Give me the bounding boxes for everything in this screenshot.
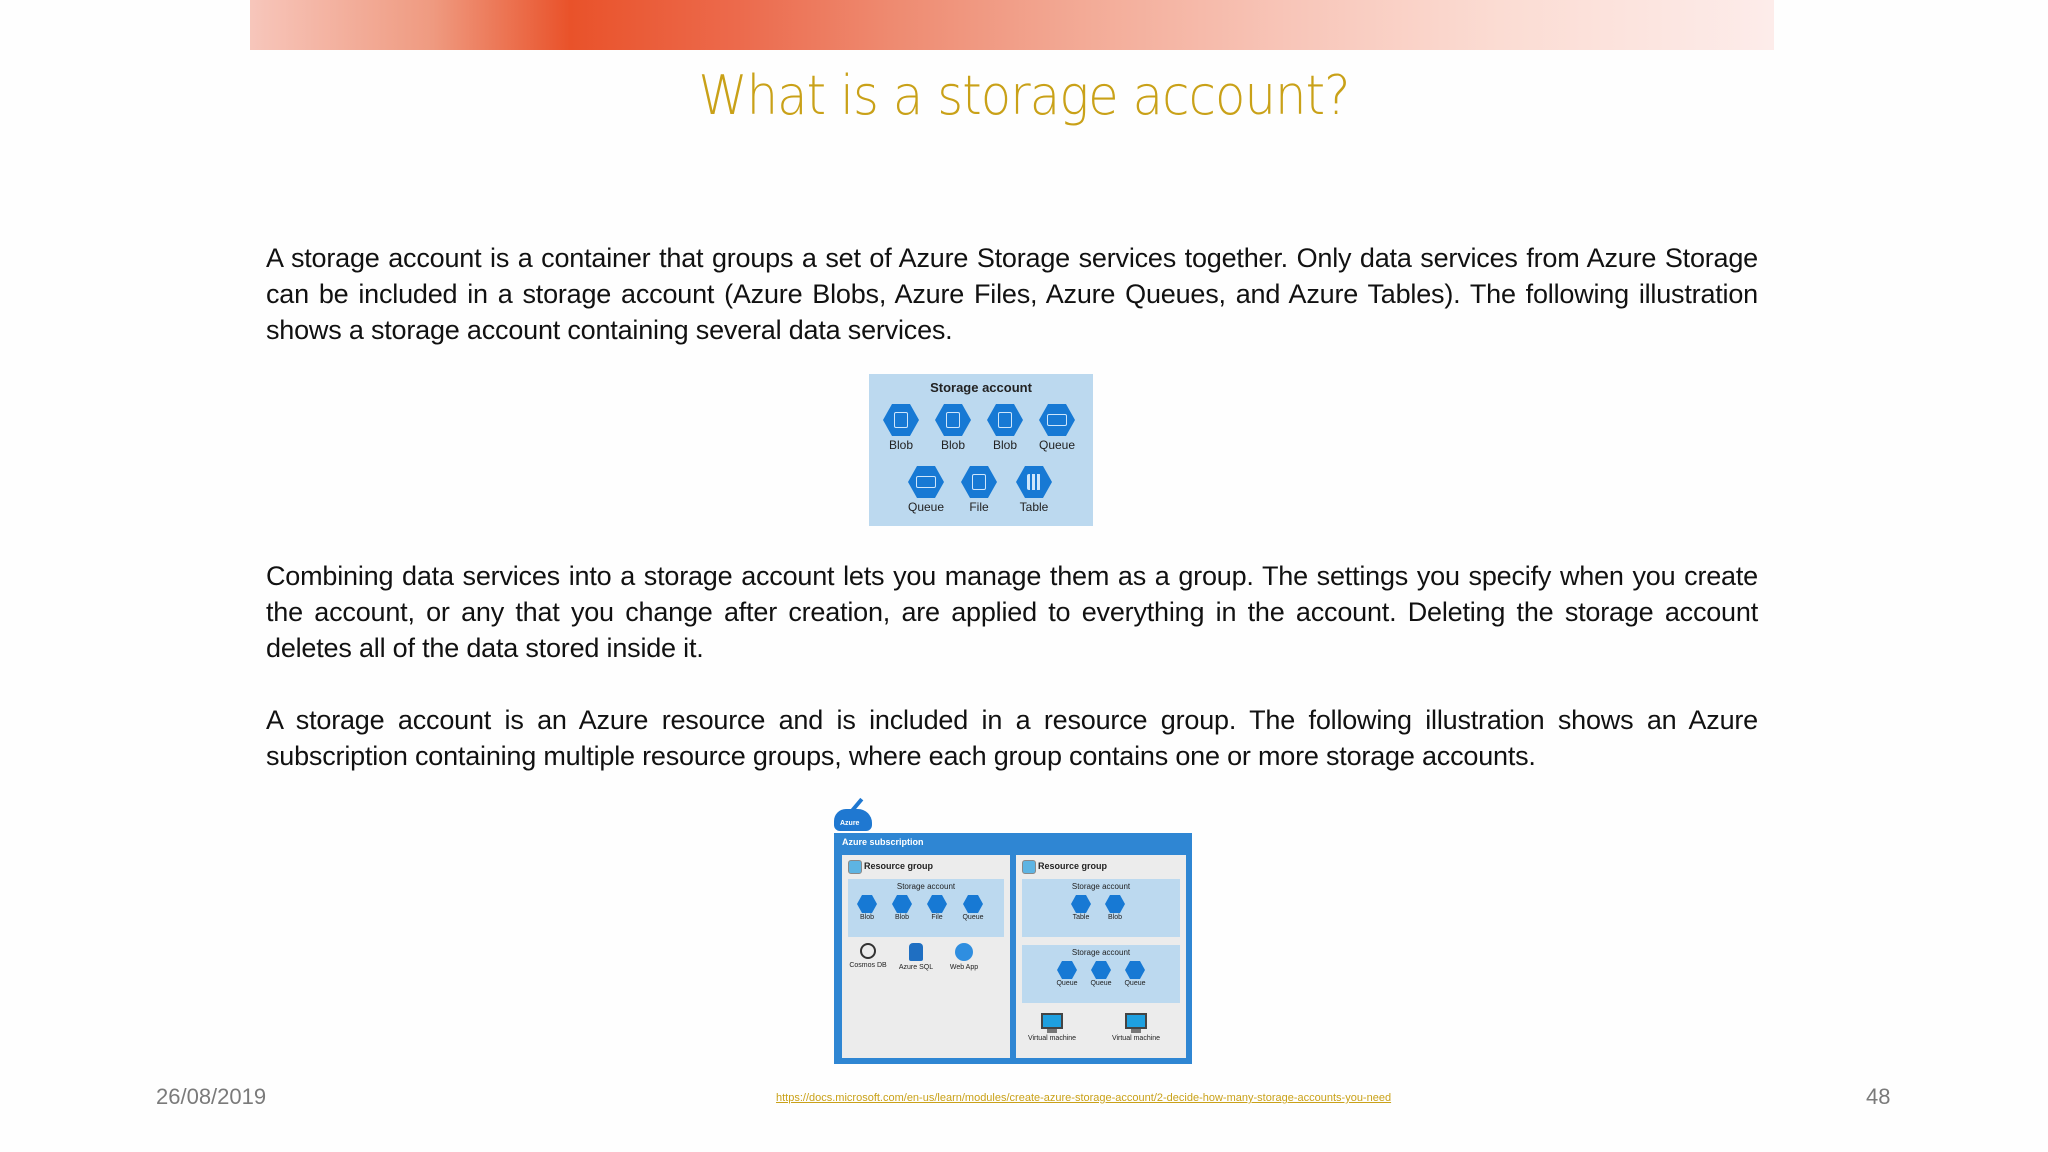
blob-service: [852, 895, 882, 921]
resource-label: Virtual machine: [1111, 1035, 1161, 1042]
service-label: File: [931, 914, 943, 921]
blob-icon: [987, 404, 1023, 436]
blob-service: [873, 404, 929, 452]
resource-group-label: Resource group: [864, 861, 934, 871]
file-icon: [961, 466, 997, 498]
service-label: Table: [1019, 500, 1049, 514]
table-service: [1006, 466, 1062, 514]
service-label: File: [969, 500, 989, 514]
service-label: Blob: [1107, 914, 1122, 921]
azure-sql-icon: [909, 943, 923, 961]
resource-group-icon: [1022, 860, 1036, 874]
storage-account: [1022, 945, 1180, 1003]
azure-sql-resource: [894, 943, 938, 972]
paragraph-intro: A storage account is a container that groups a set of Azure Storage services together. Only data services from Azure Storage can be included in a storage account (Azure Blobs, Azure Files, Azure Queues, and Azure Tables). The following illustration shows a storage account containing several data services.: [266, 243, 1758, 345]
queue-service: [1120, 961, 1150, 987]
queue-service: [1052, 961, 1082, 987]
source-link[interactable]: https://docs.microsoft.com/en-us/learn/modules/create-azure-storage-account/2-decide-how-many-storage-accounts-you-need: [776, 1092, 1392, 1104]
storage-account-label: Storage account: [896, 882, 956, 891]
blob-icon: [883, 404, 919, 436]
azure-cloud-label: Azure: [840, 820, 860, 827]
service-label: Queue: [1090, 980, 1112, 987]
blob-service: [1100, 895, 1130, 921]
queue-icon: [1125, 961, 1145, 979]
resource-label: Virtual machine: [1027, 1035, 1077, 1042]
queue-icon: [1091, 961, 1111, 979]
blob-icon: [857, 895, 877, 913]
service-label: Blob: [859, 914, 874, 921]
storage-account-diagram: [869, 374, 1093, 526]
file-service: [951, 466, 1007, 514]
subscription-label: Azure subscription: [842, 837, 924, 847]
queue-service: [898, 466, 954, 514]
service-label: Queue: [1038, 438, 1076, 452]
service-label: Queue: [907, 500, 945, 514]
blob-icon: [1105, 895, 1125, 913]
blob-icon: [892, 895, 912, 913]
page-number: 48: [1866, 1084, 1891, 1109]
storage-account: [1022, 879, 1180, 937]
web-app-resource: [942, 943, 986, 972]
storage-account-label: Storage account: [1071, 948, 1131, 957]
service-label: Blob: [894, 914, 909, 921]
resource-label: Web App: [949, 964, 979, 971]
table-service: [1066, 895, 1096, 921]
queue-service: [1086, 961, 1116, 987]
accent-header-bar: [250, 0, 1774, 50]
queue-icon: [908, 466, 944, 498]
resource-group-label: Resource group: [1038, 861, 1108, 871]
paragraph-grouping: Combining data services into a storage account lets you manage them as a group. The settings you specify when you create the account, or any that you change after creation, are applied to everything in the account. Deleting the storage account deletes all of the data stored inside it.: [266, 561, 1758, 663]
blob-service: [977, 404, 1033, 452]
resource-group: [842, 855, 1010, 1058]
virtual-machine-icon: [1125, 1013, 1147, 1029]
virtual-machine-resource: [1022, 1013, 1082, 1042]
resource-group-icon: [848, 860, 862, 874]
service-label: Queue: [1056, 980, 1078, 987]
resource-label: Azure SQL: [898, 964, 934, 971]
queue-icon: [1039, 404, 1075, 436]
queue-icon: [1057, 961, 1077, 979]
resource-group: [1016, 855, 1186, 1058]
blob-service: [887, 895, 917, 921]
queue-service: [1029, 404, 1085, 452]
cosmos-db-icon: [860, 943, 876, 959]
service-label: Queue: [1124, 980, 1146, 987]
file-service: [922, 895, 952, 921]
service-label: Queue: [962, 914, 984, 921]
service-label: Blob: [940, 438, 966, 452]
web-app-icon: [955, 943, 973, 961]
paragraph-resource-group: A storage account is an Azure resource and is included in a resource group. The following illustration shows an Azure subscription containing multiple resource groups, where each group contains one or more storage accounts.: [266, 705, 1758, 771]
service-label: Blob: [992, 438, 1018, 452]
table-icon: [1071, 895, 1091, 913]
virtual-machine-icon: [1041, 1013, 1063, 1029]
azure-subscription-diagram: [834, 833, 1192, 1064]
azure-cloud-icon: [834, 797, 874, 831]
service-label: Table: [1072, 914, 1090, 921]
storage-account-label: Storage account: [1071, 882, 1131, 891]
file-icon: [927, 895, 947, 913]
blob-service: [925, 404, 981, 452]
cosmos-db-resource: [846, 943, 890, 970]
resource-label: Cosmos DB: [849, 962, 887, 969]
table-icon: [1016, 466, 1052, 498]
slide-title: What is a storage account?: [698, 64, 1350, 127]
diagram-title: Storage account: [930, 380, 1032, 395]
blob-icon: [935, 404, 971, 436]
footer-date: 26/08/2019: [156, 1084, 267, 1109]
storage-account: [848, 879, 1004, 937]
service-label: Blob: [888, 438, 914, 452]
virtual-machine-resource: [1106, 1013, 1166, 1042]
queue-service: [958, 895, 988, 921]
queue-icon: [963, 895, 983, 913]
